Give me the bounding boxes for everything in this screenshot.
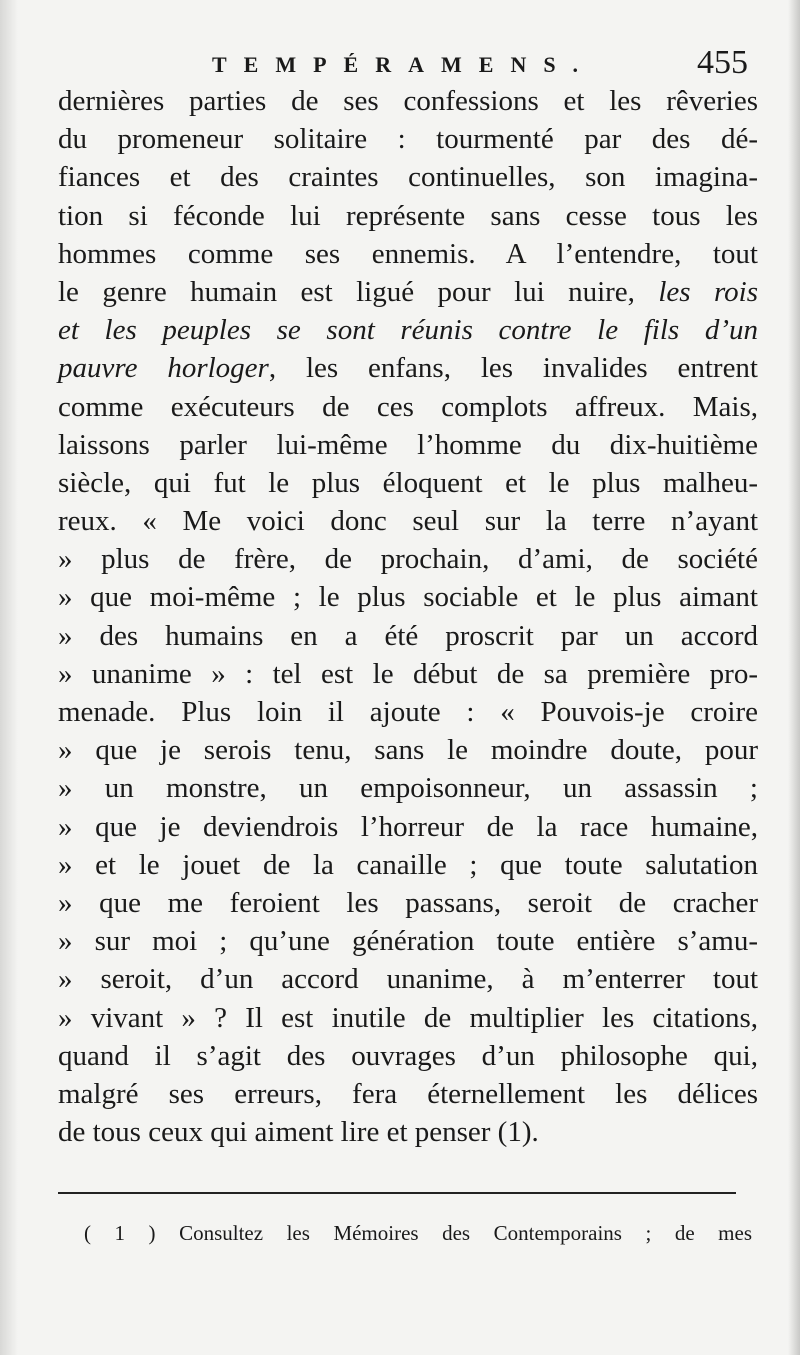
text-line: dernières parties de ses confessions et les rêveries: [58, 85, 758, 117]
italic-run: pauvre horloger: [58, 352, 269, 385]
text-line: tion si féconde lui représente sans cesse tous les: [58, 199, 758, 232]
text-line: » que moi-même ; le plus sociable et le plus aimant: [58, 581, 758, 614]
text-line: » et le jouet de la canaille ; que toute salutation: [58, 848, 758, 881]
text-line: malgré ses erreurs, fera éternellement les délices: [58, 1077, 758, 1110]
running-head: TEMPÉRAMENS.: [212, 52, 596, 77]
page-number: 455: [697, 44, 748, 81]
italic-run: les rois: [658, 275, 758, 308]
text-line: fiances et des craintes continuelles, son imagina-: [58, 161, 758, 194]
text-line-mixed: [58, 273, 758, 311]
footnote-mark: ( 1 ): [84, 1221, 156, 1245]
text-line: laissons parler lui-même l’homme du dix-huitième: [58, 428, 758, 461]
text-line: du promeneur solitaire : tourmenté par des dé-: [58, 123, 758, 156]
text-line: de tous ceux qui aiment lire et penser (1).: [58, 1116, 539, 1149]
footnote-rule: [58, 1192, 736, 1194]
text-line-mixed: [58, 349, 758, 387]
text-line: hommes comme ses ennemis. A l’entendre, tout: [58, 237, 758, 270]
text-line: » que je deviendrois l’horreur de la race humaine,: [58, 810, 758, 843]
footnote-text: Consultez les Mémoires des Contemporains ; de mes: [179, 1221, 753, 1245]
text-line: » des humains en a été proscrit par un accord: [58, 619, 758, 652]
body-text: [58, 82, 758, 1151]
text-line: » unanime » : tel est le début de sa première pro-: [58, 657, 758, 690]
text-line: menade. Plus loin il ajoute : « Pouvois-je croire: [58, 696, 758, 728]
page-gutter-shadow: [0, 0, 18, 1355]
text-line: » plus de frère, de prochain, d’ami, de société: [58, 543, 758, 576]
text-line: reux. « Me voici donc seul sur la terre n’ayant: [58, 505, 758, 538]
text-run: le genre humain est ligué pour lui nuire,: [58, 275, 659, 308]
page-edge-shadow: [788, 0, 800, 1355]
footnote: [84, 1218, 752, 1248]
text-line: » sur moi ; qu’une génération toute entière s’amu-: [58, 925, 758, 958]
text-line: » que me feroient les passans, seroit de cracher: [58, 886, 758, 919]
text-line: » un monstre, un empoisonneur, un assassin ;: [58, 772, 758, 805]
text-line: » que je serois tenu, sans le moindre doute, pour: [58, 734, 758, 767]
text-line-italic: et les peuples se sont réunis contre le fils d’un: [58, 314, 758, 347]
text-line: siècle, qui fut le plus éloquent et le plus malheu-: [58, 466, 758, 499]
text-line: » seroit, d’un accord unanime, à m’enterrer tout: [58, 963, 758, 996]
text-line: comme exécuteurs de ces complots affreux. Mais,: [58, 390, 758, 423]
text-line: quand il s’agit des ouvrages d’un philosophe qui,: [58, 1039, 758, 1072]
text-line: » vivant » ? Il est inutile de multiplier les citations,: [58, 1001, 758, 1034]
text-run: , les enfans, les invalides entrent: [268, 352, 758, 385]
